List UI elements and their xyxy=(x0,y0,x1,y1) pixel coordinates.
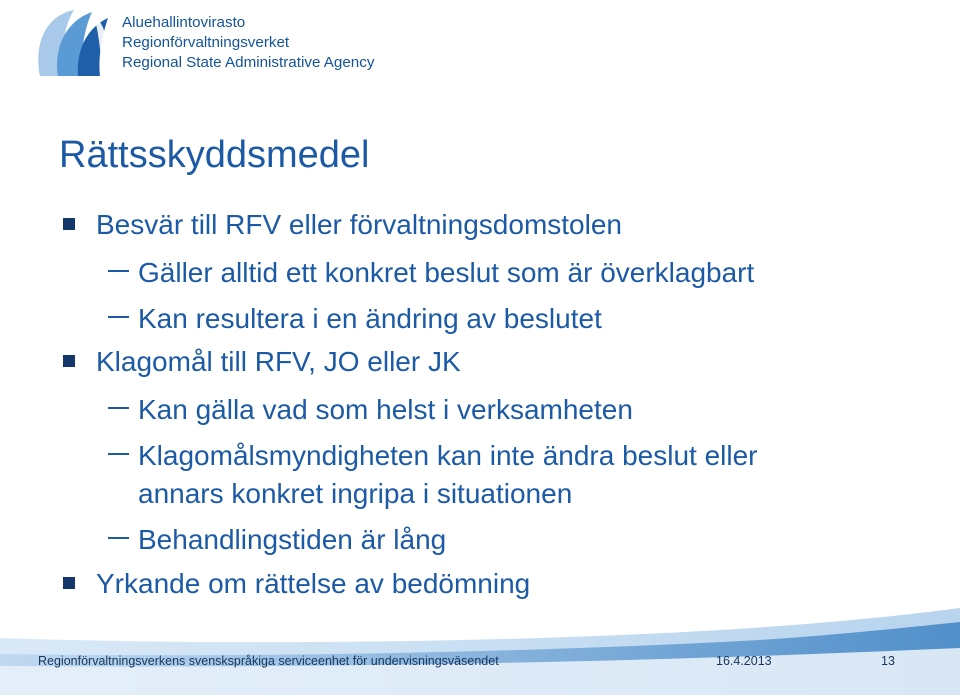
sub-item-text: Behandlingstiden är lång xyxy=(138,524,447,555)
dash-bullet-icon xyxy=(108,407,129,409)
sub-item-text: Klagomålsmyndigheten kan inte ändra beslut eller xyxy=(138,440,758,471)
agency-name-english: Regional State Administrative Agency xyxy=(122,54,375,71)
footer-date: 16.4.2013 xyxy=(716,654,772,668)
bullet-text: Klagomål till RFV, JO eller JK xyxy=(96,346,461,377)
dash-bullet-icon xyxy=(108,537,129,539)
dash-bullet-icon xyxy=(108,316,129,318)
footer-wave-decoration xyxy=(0,608,960,695)
footer-page-number: 13 xyxy=(881,654,895,668)
agency-name-finnish: Aluehallintovirasto xyxy=(122,14,246,31)
bullet-text: Yrkande om rättelse av bedömning xyxy=(96,568,531,599)
square-bullet-icon xyxy=(63,577,75,589)
agency-logo-icon xyxy=(34,6,112,82)
sub-item-text: Kan gälla vad som helst i verksamheten xyxy=(138,394,633,425)
slide-title: Rättsskyddsmedel xyxy=(59,134,370,176)
bullet-text: Besvär till RFV eller förvaltningsdomstolen xyxy=(96,209,622,240)
square-bullet-icon xyxy=(63,355,75,367)
sub-item-text-continuation: annars konkret ingripa i situationen xyxy=(138,478,573,509)
dash-bullet-icon xyxy=(108,453,129,455)
sub-item-text: Gäller alltid ett konkret beslut som är överklagbart xyxy=(138,257,755,288)
square-bullet-icon xyxy=(63,218,75,230)
sub-item-text: Kan resultera i en ändring av beslutet xyxy=(138,303,602,334)
agency-name-block xyxy=(122,13,374,73)
agency-name-swedish: Regionförvaltningsverket xyxy=(122,34,290,51)
dash-bullet-icon xyxy=(108,270,129,272)
footer-organization: Regionförvaltningsverkens svenskspråkiga serviceenhet för undervisningsväsendet xyxy=(38,654,499,668)
